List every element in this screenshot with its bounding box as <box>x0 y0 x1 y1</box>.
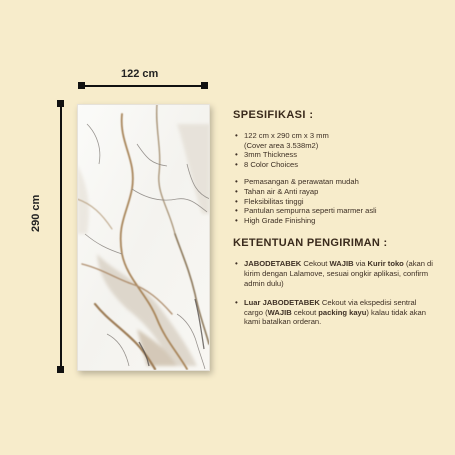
shipping-item-outside <box>233 298 433 327</box>
shipping-emphasis: WAJIB <box>329 259 354 269</box>
width-dimension-label: 122 cm <box>121 68 159 80</box>
shipping-text: via <box>353 259 368 269</box>
shipping-emphasis: packing kayu <box>318 307 367 317</box>
shipping-item-jabodetabek <box>233 259 433 288</box>
shipping-list <box>233 259 433 327</box>
height-dimension-label: 290 cm <box>30 194 42 232</box>
shipping-text: ) kalau tidak akan kami batalkan orderan. <box>244 307 426 327</box>
shipping-text: (akan di kirim dengan Lalamove, sesuai ongkir aplikasi, confirm admin dulu) <box>244 259 433 288</box>
shipping-region: JABODETABEK <box>244 259 302 269</box>
feature-item: • Fleksibilitas tinggi <box>233 197 433 207</box>
spec-item-text: 122 cm x 290 cm x 3 mm <box>244 131 329 140</box>
shipping-text: cekout <box>291 307 319 317</box>
spec-item-subtext: (Cover area 3.538m2) <box>244 140 319 150</box>
feature-item: • Tahan air & Anti rayap <box>233 187 433 197</box>
shipping-text: Cekout via ekspedisi sentral cargo ( <box>244 297 417 317</box>
specs-list-features <box>233 177 433 225</box>
spec-item-text: 8 Color Choices <box>244 159 299 169</box>
feature-item: • Pantulan sempurna seperti marmer asli <box>233 206 433 216</box>
marble-slab-image <box>77 104 210 371</box>
shipping-text: Cekout <box>301 259 330 269</box>
feature-item: • High Grade Finishing <box>233 216 433 226</box>
height-dimension-arrow <box>55 101 67 372</box>
shipping-region: Luar JABODETABEK <box>244 297 320 307</box>
width-dimension-arrow <box>79 80 207 92</box>
shipping-title: KETENTUAN PENGIRIMAN : <box>233 237 388 250</box>
spec-item-text: 3mm Thickness <box>244 150 298 160</box>
spec-item <box>233 150 433 160</box>
shipping-emphasis: Kurir toko <box>367 259 404 269</box>
feature-item: • Pemasangan & perawatan mudah <box>233 177 433 187</box>
info-panel <box>233 109 433 336</box>
spec-item <box>233 160 433 170</box>
specs-list-primary <box>233 131 433 169</box>
shipping-emphasis: WAJIB <box>267 307 292 317</box>
spec-item <box>233 131 433 150</box>
specs-title: SPESIFIKASI : <box>233 109 314 121</box>
